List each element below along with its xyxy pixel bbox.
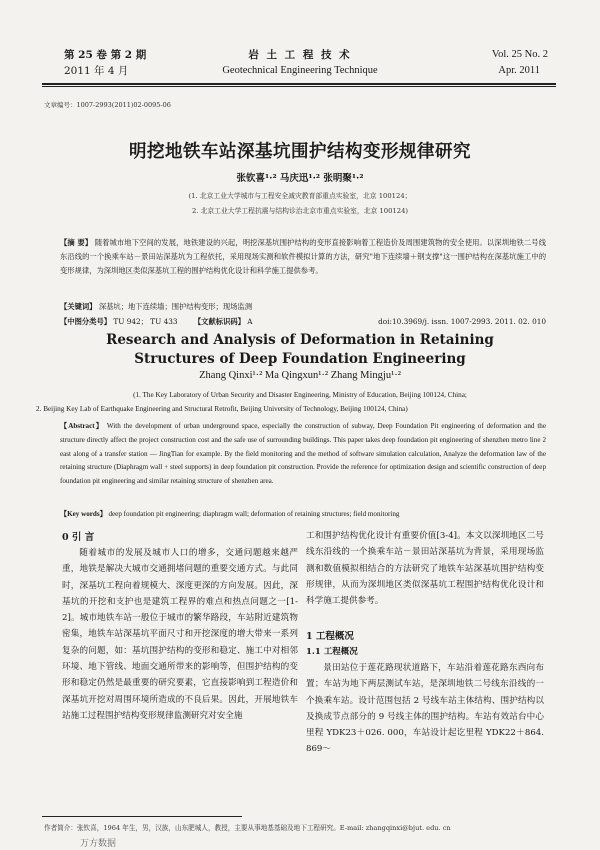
right-col-para-2: 景田站位于莲花路现状道路下，车站沿着莲花路东西向布置；车站为地下两层测试车站，是深圳地铁二号线东沿线的一个换乘车站。设计范围包括 2 号线车站主体结构、围护结构以及换成节点部分的 9 号线主体的围护结构。车站有效站台中心里程 YDK23＋026. 000，车站设计起讫里程 YDK22＋864. 869～	[306, 663, 544, 755]
keywords-en-label: 【Key words】	[60, 510, 107, 518]
wanfang-watermark: 万方数据	[80, 839, 117, 849]
footnote-rule	[42, 816, 242, 817]
section-1-heading: 1 工程概况	[306, 631, 354, 642]
keywords-cn	[60, 300, 546, 314]
header-date-en: Apr. 2011	[498, 65, 540, 76]
keywords-en-text: deep foundation pit engineering; diaphragm wall; deformation of retaining structures; field monitoring	[108, 510, 400, 518]
subsection-1-1-heading: 1.1 工程概况	[306, 647, 358, 657]
abstract-en-label: 【Abstract】	[60, 422, 104, 430]
keywords-en	[60, 508, 546, 522]
affiliation-cn-2: 2. 北京工业大学工程抗震与结构诊治北京市重点实验室，北京 100124)	[191, 207, 409, 215]
authors-en: Zhang Qinxi¹·² Ma Qingxun¹·² Zhang Mingju¹·²	[199, 370, 401, 381]
paper-title-en-2: Structures of Deep Foundation Engineering	[134, 351, 466, 367]
clc-label: 【中图分类号】	[60, 317, 112, 326]
header-volume-en: Vol. 25 No. 2	[491, 49, 548, 60]
paper-title-cn: 明挖地铁车站深基坑围护结构变形规律研究	[129, 142, 471, 162]
affiliation-en-1: (1. The Key Laboratory of Urban Security and Disaster Engineering, Ministry of Education, Beijing 100124, China;	[133, 391, 467, 399]
right-col-para-1: 工和围护结构优化设计有重要价值[3-4]。本文以深圳地区二号线东沿线的一个换乘车站－景田站深基坑为背景，采用现场监测和数值模拟相结合的方法研究了地铁车站深基坑围护结构变形规律，从而为深圳地区类似深基坑工程围护结构优化设计和科学施工提供参考。	[306, 531, 544, 607]
abstract-cn	[60, 236, 546, 278]
abstract-en-text: With the development of urban underground space, especially the construction of subway, Deep Foundation Pit engineering of deformation and the structure directly affect the project construction cost and the safe use of surrounding buildings. This paper takes deep foundation pit engineering of shenzhen metro line 2 east along of a transfer station — JingTian for example. By the field monitoring and the method of software simulation calculation, Analyze the deformation law of the retaining structure (Diaphragm wall + steel supports) in deep foundation pit construction. Provide the reference for optimization design and scientific construction of deep foundation pit engineering and similar retaining structure of shenzhen area.	[60, 422, 546, 486]
doi: doi:10.3969/j. issn. 1007-2993. 2011. 02. 010	[378, 317, 546, 326]
doc-code-label: 【文献标识码】	[193, 317, 245, 326]
header-rule-top	[42, 83, 556, 85]
keywords-cn-label: 【关键词】	[60, 302, 97, 311]
article-number: 文章编号：1007-2993(2011)02-0095-06	[44, 101, 171, 109]
clc-value: TU 942； TU 433	[113, 317, 178, 326]
author-footnote: 作者简介：张钦喜，1964 年生，男，汉族，山东肥城人，教授，主要从事地基基础及地下工程研究。E-mail: zhangqinxi@bjut. edu. cn	[44, 824, 451, 832]
paper-title-en-1: Research and Analysis of Deformation in Retaining	[106, 332, 494, 348]
classification-line	[60, 315, 546, 329]
header-volume-cn: 第 25 卷 第 2 期	[64, 49, 147, 61]
keywords-cn-text: 深基坑；地下连续墙；围护结构变形；现场监测	[98, 302, 253, 311]
section-0-text: 随着城市的发展及城市人口的增多，交通问题越来越严重，地铁是解决大城市交通拥堵问题的重要交通方式。与此同时，深基坑工程向着规模大、深度更深的方向发展。因此，深基坑的开挖和支护也是建筑工程界的难点和热点问题之一[1-2]。城市地铁车站一般位于城市的繁华路段，车站附近建筑物密集，地铁车站深基坑平面尺寸和开挖深度的增大带来一系列复杂的问题，如：基坑围护结构的变形和稳定、施工中对相邻环境、地下管线、地面交通所带来的影响等，但围护结构的变形和稳定仍然是最重要的研究要素，它直接影响到工程造价和深基坑开挖对周围环境所造成的不良后果。因此，开展地铁车站施工过程围护结构变形规律监测研究对安全施	[62, 548, 298, 721]
doc-code-value: A	[247, 317, 253, 326]
header-journal-cn: 岩 土 工 程 技 术	[248, 49, 352, 61]
header-rule-bottom	[42, 86, 556, 87]
abstract-cn-text: 随着城市地下空间的发展，地铁建设的兴起，明挖深基坑围护结构的变形直接影响着工程造价及周围建筑物的安全使用。以深圳地铁二号线东沿线的一个换乘车站－景田站深基坑为工程依托，采用现场实测和软件模拟计算的方法，研究"地下连续墙＋钢支撑"这一围护结构在深基坑施工中的变形规律，为深圳地区类似深基坑工程的围护结构优化设计和科学施工提供参考。	[60, 238, 546, 275]
authors-cn: 张钦喜¹·² 马庆迅¹·² 张明聚¹·²	[236, 173, 364, 184]
header-date-cn: 2011 年 4 月	[64, 65, 129, 77]
abstract-en	[60, 420, 546, 489]
affiliation-cn-1: (1. 北京工业大学城市与工程安全减灾教育部重点实验室，北京 100124；	[188, 192, 412, 200]
affiliation-en-2: 2. Beijing Key Lab of Earthquake Engineering and Structural Retrofit, Beijing University of Technology, Beijing 100124, China)	[36, 405, 408, 413]
section-0-heading: 0 引 言	[62, 532, 95, 543]
abstract-cn-label: 【摘 要】	[60, 238, 93, 247]
header-journal-en: Geotechnical Engineering Technique	[222, 65, 378, 76]
